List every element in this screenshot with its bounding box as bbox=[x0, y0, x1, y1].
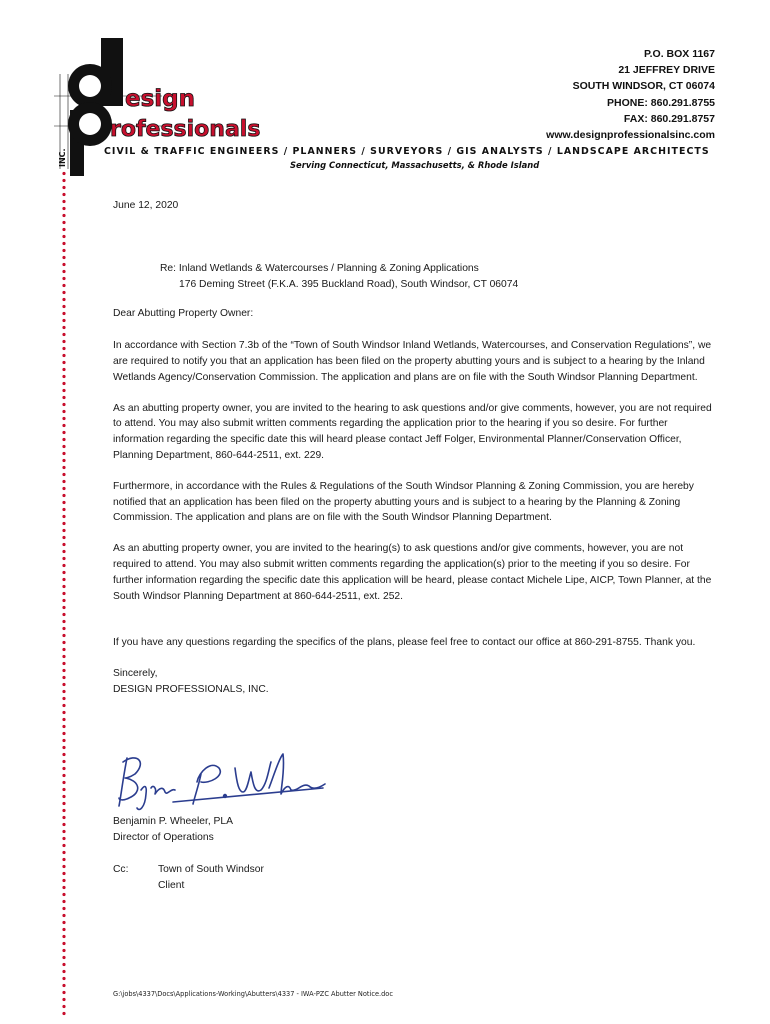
letter-body bbox=[113, 198, 713, 698]
cc-recipient: Town of South Windsor bbox=[158, 864, 264, 875]
handwritten-signature bbox=[113, 748, 333, 818]
cc-label: Cc: bbox=[113, 864, 129, 875]
signer-name: Benjamin P. Wheeler, PLA bbox=[113, 816, 234, 827]
website-link[interactable]: www.designprofessionalsinc.com bbox=[546, 129, 715, 142]
red-dotted-border bbox=[62, 170, 66, 1018]
brand-inc: INC. bbox=[58, 148, 67, 167]
company-name: DESIGN PROFESSIONALS, INC. bbox=[113, 683, 269, 695]
signer-block bbox=[113, 814, 233, 846]
signer-title: Director of Operations bbox=[113, 831, 214, 843]
file-path-footer: G:\jobs\4337\Docs\Applications-Working\Abutters\4337 - IWA-PZC Abutter Notice.doc bbox=[113, 990, 393, 998]
phone-number: PHONE: 860.291.8755 bbox=[607, 96, 715, 109]
subject-line-2: 176 Deming Street (F.K.A. 395 Buckland Road), South Windsor, CT 06074 bbox=[179, 278, 519, 290]
street-address: 21 JEFFREY DRIVE bbox=[618, 64, 715, 77]
service-area: Serving Connecticut, Massachusetts, & Rhode Island bbox=[290, 160, 540, 170]
cc-recipient: Client bbox=[158, 879, 185, 891]
fax-number: FAX: 860.291.8757 bbox=[623, 112, 715, 125]
city-state-zip: SOUTH WINDSOR, CT 06074 bbox=[572, 80, 715, 93]
contact-block bbox=[546, 46, 715, 143]
brand-word-esign: esign bbox=[125, 86, 196, 112]
salutation: Dear Abutting Property Owner: bbox=[113, 308, 254, 320]
cc-list bbox=[158, 862, 264, 894]
paragraph-4: As an abutting property owner, you are invited to the hearing(s) to ask questions and/or give comments, however, you are not required to attend. You may also submit written comments regarding the application(s) prior to the meeting if you so desire. For further information regarding the specific date this application will be heard, please contact Michele Lipe, AICP, Town Planner, at the South Windsor Planning Department at 860-644-2511, ext. 252. bbox=[113, 543, 712, 602]
letter-date: June 12, 2020 bbox=[113, 200, 179, 211]
company-logo bbox=[52, 34, 282, 179]
paragraph-3: Furthermore, in accordance with the Rules & Regulations of the South Windsor Planning & Zoning Commission, you are hereby notified that an application has been filed on the property abutting yours and is subject to a hearing by the Planning & Zoning Commission. The application and plans are on file with the South Windsor Planning Department. bbox=[113, 480, 694, 524]
paragraph-2: As an abutting property owner, you are invited to the hearing to ask questions and/or give comments, however, you are not required to attend. You may also submit written comments regarding the application prior to the hearing if you so desire. For further information regarding the specific date this will heard please contact Jeff Folger, Environmental Planner/Conservation Officer, Planning Department, 860-644-2511, ext. 229. bbox=[113, 402, 712, 461]
services-tagline: CIVIL & TRAFFIC ENGINEERS / PLANNERS / SURVEYORS / GIS ANALYSTS / LANDSCAPE ARCHITECTS bbox=[104, 146, 710, 157]
subject-line-1: Re: Inland Wetlands & Watercourses / Planning & Zoning Applications bbox=[160, 262, 479, 274]
brand-word-rofessionals: rofessionals bbox=[110, 117, 261, 142]
closing-paragraph: If you have any questions regarding the specifics of the plans, please feel free to contact our office at 860-291-8755. Thank you. bbox=[113, 637, 696, 649]
subject-block bbox=[113, 261, 713, 293]
paragraph-1: In accordance with Section 7.3b of the “Town of South Windsor Inland Wetlands, Watercourses, and Conservation Regulations”, we are required to notify you that an application has been filed on the property abutting yours and is subject to a hearing by the Inland Wetlands Agency/Conservation Commission. The application and plans are on file with the South Windsor Planning Department. bbox=[113, 340, 712, 383]
sign-off: Sincerely, bbox=[113, 668, 158, 680]
po-box: P.O. BOX 1167 bbox=[643, 48, 715, 60]
